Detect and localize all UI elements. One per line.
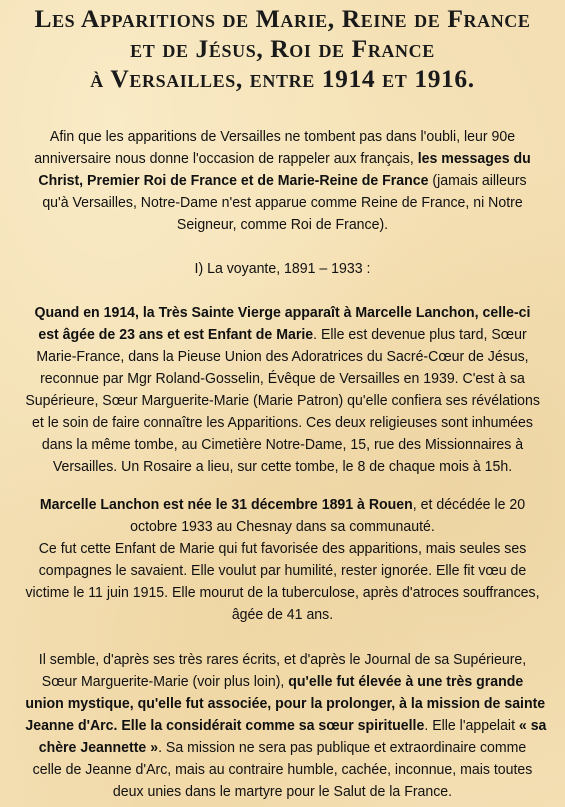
title-line-3: à Versailles, entre 1914 et 1916.	[90, 64, 475, 93]
para1-emphasis: Quand en 1914, la Très Sainte Vierge apparaît à Marcelle Lanchon, celle-ci	[34, 304, 531, 321]
para3-line-4	[25, 715, 547, 737]
para3-line-2	[25, 671, 539, 693]
para1-emphasis: est âgée de 23 ans et est Enfant de Marie	[38, 326, 314, 343]
intro-emphasis: les messages du	[417, 150, 531, 167]
para1-line-3: Marie-France, dans la Pieuse Union des Adoratrices du Sacré-Cœur de Jésus,	[36, 348, 529, 365]
para1-line-8: Versailles. Un Rosaire a lieu, sur cette tombe, le 8 de chaque mois à 15h.	[52, 458, 513, 475]
intro-line-4: qu'à Versailles, Notre-Dame n'est apparue comme Reine de France, ni Notre	[42, 194, 523, 211]
para2-emphasis: Marcelle Lanchon est née le 31 décembre 1891 à Rouen	[39, 496, 413, 513]
page-title	[0, 0, 565, 94]
intro-text: (jamais ailleurs	[428, 172, 527, 189]
para1-text: . Elle est devenue plus tard, Sœur	[313, 326, 527, 343]
intro-line-3	[25, 170, 539, 192]
para3-emphasis: Jeanne d'Arc. Elle la considérait comme sa sœur spirituelle	[25, 717, 425, 734]
paragraph-biography	[25, 494, 539, 626]
para2-line-6: âgée de 41 ans.	[231, 606, 334, 623]
intro-line-5: Seigneur, comme Roi de France).	[176, 216, 389, 233]
paragraph-mission	[25, 649, 547, 803]
paragraph-voyante	[25, 302, 539, 478]
para1-line-7: dans la même tombe, au Cimetière Notre-Dame, 15, rue des Missionnaires à	[41, 436, 524, 453]
section-heading	[25, 258, 539, 280]
intro-line-1: Afin que les apparitions de Versailles ne tombent pas dans l'oubli, leur 90e	[49, 128, 516, 145]
para3-text: Sœur Marguerite-Marie (voir plus loin),	[41, 673, 289, 690]
para2-line-3: Ce fut cette Enfant de Marie qui fut favorisée des apparitions, mais seules ses	[38, 540, 527, 557]
para2-line-4: compagnes le savaient. Elle voulut par humilité, rester ignorée. Elle fit vœu de	[38, 562, 527, 579]
title-line-1: Les Apparitions de Marie, Reine de France	[34, 4, 531, 33]
para2-text: , et décédée le 20	[412, 496, 526, 513]
para3-text: . Elle l'appelait	[424, 717, 519, 734]
title-line-2: et de Jésus, Roi de France	[130, 34, 435, 63]
section-heading-text: I) La voyante, 1891 – 1933 :	[194, 260, 371, 277]
intro-paragraph	[25, 126, 539, 236]
para3-line-3	[25, 693, 546, 715]
para3-line-5	[25, 737, 539, 759]
para3-line-6: celle de Jeanne d'Arc, mais au contraire humble, cachée, inconnue, mais toutes	[32, 761, 533, 778]
para1-line-5: Supérieure, Sœur Marguerite-Marie (Marie Patron) qu'elle confiera ses révélations	[25, 392, 540, 409]
para3-emphasis: « sa	[518, 717, 547, 734]
para3-emphasis: chère Jeannette »	[38, 739, 159, 756]
para3-line-7: deux unies dans le martyre pour le Salut de la France.	[112, 783, 453, 800]
para3-line-1: Il semble, d'après ses très rares écrits, et d'après le Journal de sa Supérieure,	[38, 651, 527, 668]
para1-line-2	[25, 324, 539, 346]
para2-line-1	[25, 494, 539, 516]
intro-line-2	[25, 148, 539, 170]
para1-line-4: reconnue par Mgr Roland-Gosselin, Évêque de Versailles en 1939. C'est à sa	[40, 370, 525, 387]
para1-line-1	[25, 302, 539, 324]
para2-line-5: victime le 11 juin 1915. Elle mourut de la tuberculose, après d'atroces souffrances,	[25, 584, 540, 601]
para1-line-6: et le soin de faire connaître les Apparitions. Ces deux religieuses sont inhumées	[32, 414, 533, 431]
intro-emphasis: Christ, Premier Roi de France et de Marie-Reine de France	[38, 172, 429, 189]
intro-text: anniversaire nous donne l'occasion de rappeler aux français,	[34, 150, 418, 167]
para3-emphasis: union mystique, qu'elle fut associée, pour la prolonger, à la mission de sainte	[25, 695, 546, 712]
para2-line-2: octobre 1933 au Chesnay dans sa communauté.	[130, 518, 435, 535]
para3-text: . Sa mission ne sera pas publique et extraordinaire comme	[158, 739, 527, 756]
para3-emphasis: qu'elle fut élevée à une très grande	[288, 673, 524, 690]
